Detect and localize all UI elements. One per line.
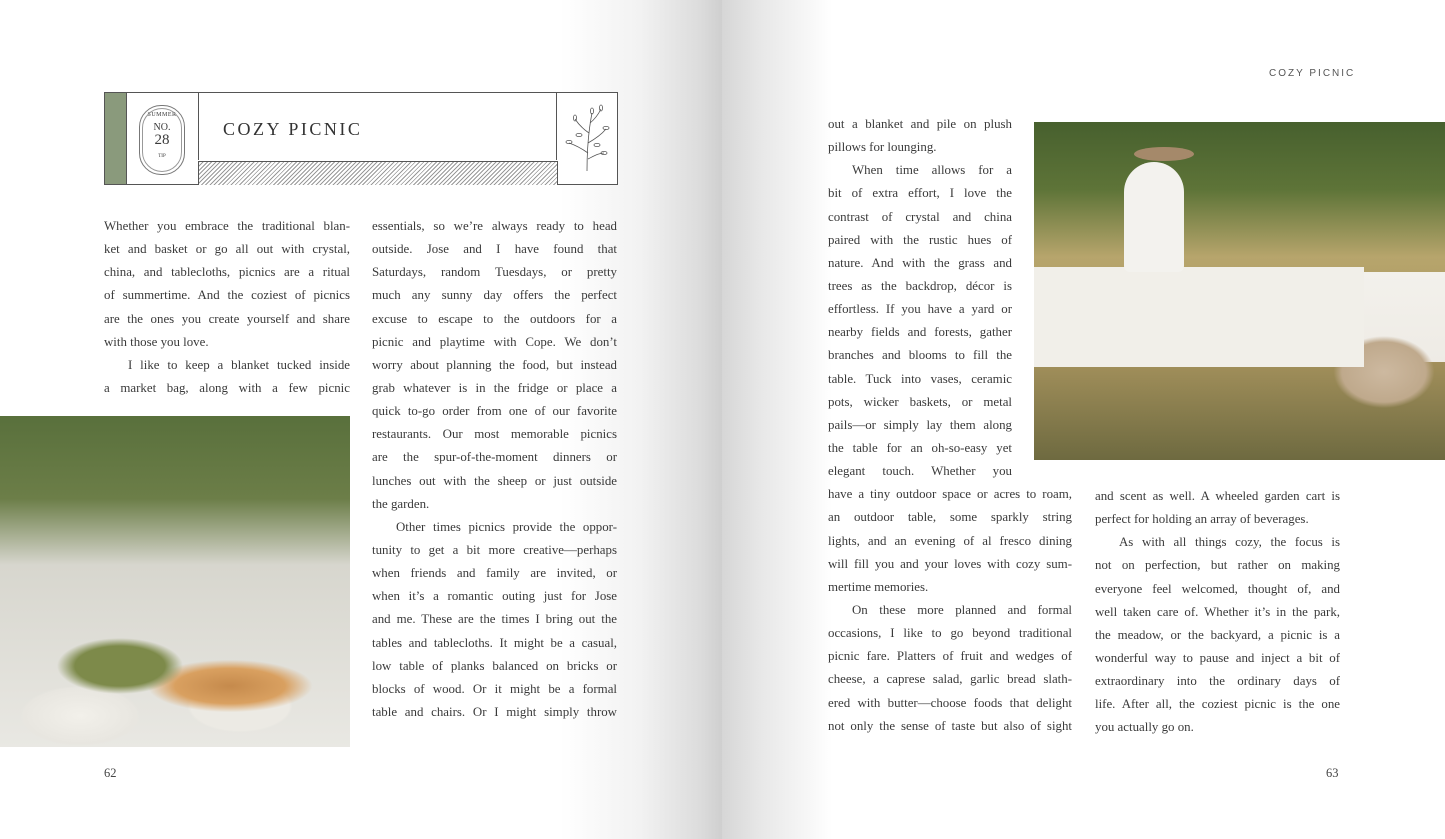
text-line: perfect for holding an array of beverages. (1095, 512, 1309, 527)
text-line: extraordinary into the ordinary days of (1095, 674, 1340, 689)
text-line: On these more planned and formal (852, 602, 1072, 617)
text-column-2 (372, 215, 617, 724)
text-line: an outdoor table, some sparkly string (828, 510, 1072, 525)
text-line: out a blanket and pile on plush (828, 117, 1012, 131)
text-line: Other times picnics provide the oppor- (396, 519, 617, 534)
text-line: and scent as well. A wheeled garden cart is (1095, 489, 1340, 503)
text-line: Saturdays, random Tuesdays, or pretty (372, 265, 617, 280)
text-line: nature. And with the grass and (828, 255, 1012, 270)
text-line: Whether you embrace the traditional blan- (104, 219, 350, 233)
text-line: pillows for lounging. (828, 140, 937, 155)
text-line: are the spur-of-the-moment dinners or (372, 450, 617, 465)
text-line: picnic fare. Platters of fruit and wedges of (828, 649, 1072, 664)
text-line: essentials, so we’re always ready to head (372, 219, 617, 233)
tip-badge (139, 105, 185, 175)
text-line: lights, and an evening of al fresco dining (828, 533, 1072, 548)
text-column-4 (1095, 485, 1340, 740)
text-line: grab whatever is in the fridge or place a (372, 380, 617, 395)
text-line: will fill you and your loves with cozy sum- (828, 556, 1072, 571)
text-line: mertime memories. (828, 579, 929, 594)
text-line: paired with the rustic hues of (828, 232, 1012, 247)
text-line: the garden. (372, 496, 430, 511)
page-number-left: 62 (104, 766, 117, 780)
text-line: When time allows for a (852, 163, 1012, 178)
accent-bar (105, 93, 127, 184)
text-line: cheese, a caprese salad, garlic bread slath- (828, 672, 1072, 687)
text-line: of summertime. And the coziest of picnics (104, 288, 350, 303)
text-line: have a tiny outdoor space or acres to roam, (828, 487, 1072, 502)
text-line: restaurants. Our most memorable picnics (372, 427, 617, 442)
text-line: much any sunny day offers the perfect (372, 288, 617, 303)
text-line: excuse to escape to the outdoors for a (372, 311, 617, 326)
photo-person (1124, 162, 1184, 272)
text-line: pots, wicker baskets, or metal (828, 394, 1012, 409)
hatch-pattern (198, 161, 558, 185)
text-line: nearby fields and forests, gather (828, 325, 1012, 340)
page-number-right: 63 (1326, 766, 1339, 780)
text-line: effortless. If you have a yard or (828, 302, 1012, 317)
badge-no-label: NO. (153, 122, 171, 133)
text-line: bit of extra effort, I love the (828, 186, 1012, 201)
page-title: COZY PICNIC (223, 119, 363, 139)
text-line: branches and blooms to fill the (828, 348, 1012, 363)
text-column-1 (104, 215, 350, 400)
text-line: and me. These are the times I bring out the (372, 612, 617, 627)
text-line: well taken care of. Whether it’s in the park, (1095, 604, 1340, 619)
text-line: worry about planning the food, but instead (372, 357, 617, 372)
text-line: you actually go on. (1095, 720, 1194, 735)
text-line: life. After all, the coziest picnic is the one (1095, 697, 1340, 712)
text-line: contrast of crystal and china (828, 209, 1012, 224)
text-line: blocks of wood. Or it might be a formal (372, 681, 617, 696)
text-line: are the ones you create yourself and share (104, 311, 350, 326)
title-area (198, 93, 557, 160)
text-line: trees as the backdrop, décor is (828, 278, 1012, 293)
photo-picnic-table-sheep (1034, 122, 1445, 460)
text-line: ket and basket or go all out with crystal, (104, 242, 350, 257)
text-line: the meadow, or the backyard, a picnic is a (1095, 627, 1340, 642)
photo-table (1034, 267, 1364, 367)
text-line: table and chairs. Or I might simply throw (372, 704, 617, 719)
text-line: lunches out with the sheep or just outside (372, 473, 617, 488)
text-line: wonderful way to pause and inject a bit of (1095, 650, 1340, 665)
text-line: with those you love. (104, 334, 209, 349)
text-line: occasions, I like to go beyond traditional (828, 626, 1072, 641)
badge-number: 28 (154, 132, 170, 148)
text-line: quick to-go order from one of our favorite (372, 404, 617, 419)
text-line: when it’s a romantic outing just for Jose (372, 589, 617, 604)
text-line: elegant touch. Whether you (828, 464, 1012, 479)
text-line: I like to keep a blanket tucked inside (128, 357, 350, 372)
badge-bottom-text: TIP (158, 154, 166, 159)
running-head: COZY PICNIC (1269, 68, 1356, 79)
text-line: table. Tuck into vases, ceramic (828, 371, 1012, 386)
text-line: when friends and family are invited, or (372, 566, 617, 581)
text-line: tables and tablecloths. It might be a casual, (372, 635, 617, 650)
botanical-sprig-icon (557, 93, 617, 184)
text-line: As with all things cozy, the focus is (1119, 535, 1340, 550)
text-line: pails—or simply lay them along (828, 417, 1012, 432)
text-line: china, and tablecloths, picnics are a ritual (104, 265, 350, 280)
text-line: outside. Jose and I have found that (372, 242, 617, 257)
photo-hat (1134, 147, 1194, 161)
text-line: low table of planks balanced on bricks or (372, 658, 617, 673)
tip-header (104, 92, 618, 185)
text-line: everyone feel welcomed, thought of, and (1095, 581, 1340, 596)
photo-picnic-food (0, 416, 350, 747)
text-line: the table for an oh-so-easy yet (828, 440, 1012, 455)
badge-top-text: SUMMER (147, 112, 177, 118)
text-line: tunity to get a bit more creative—perhaps (372, 542, 617, 557)
text-line: picnic and playtime with Cope. We don’t (372, 334, 617, 349)
text-line: not on perfection, but rather on making (1095, 558, 1340, 573)
text-line: ered with butter—choose foods that delight (828, 695, 1072, 710)
text-line: not only the sense of taste but also of sight (828, 718, 1072, 733)
text-line: a market bag, along with a few picnic (104, 380, 350, 395)
